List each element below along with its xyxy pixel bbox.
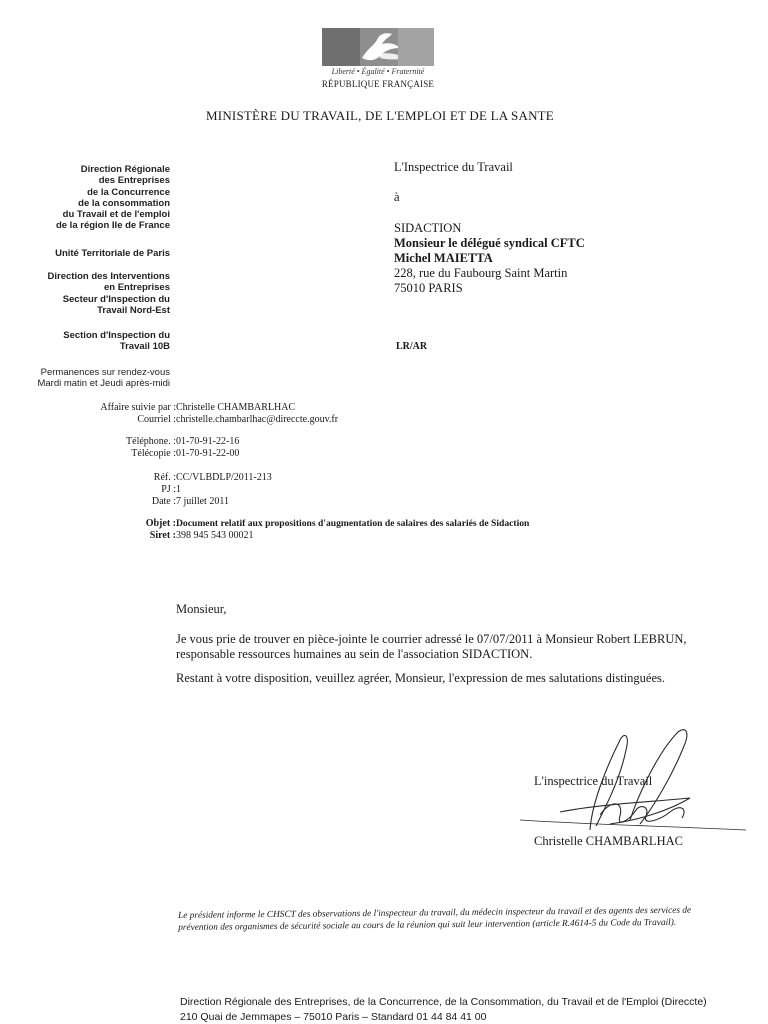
addressee-street: 228, rue du Faubourg Saint Martin: [394, 266, 568, 280]
sidebar-line: Secteur d'Inspection du: [62, 293, 170, 305]
sender-a: à: [394, 190, 400, 204]
sidebar-line: Unité Territoriale de Paris: [55, 248, 170, 259]
addressee-org: SIDACTION: [394, 221, 462, 235]
ref-label-affaire: Affaire suivie par :: [100, 402, 176, 413]
ref-label-date: Date :: [151, 496, 176, 507]
sidebar-line: Permanences sur rendez-vous: [40, 367, 170, 378]
ref-value-telephone: 01-70-91-22-16: [176, 436, 240, 447]
ref-label-objet: Objet :: [145, 518, 176, 529]
addressee-block: [394, 221, 585, 296]
ref-label-pj: PJ :: [161, 484, 176, 495]
signature-role: L'inspectrice du Travail: [534, 774, 653, 788]
sidebar-section: [63, 330, 170, 353]
footer-address-line1: Direction Régionale des Entreprises, de la Concurrence, de la Consommation, du Travail et de l'Emploi (Direccte): [180, 996, 707, 1008]
sidebar-line: Direction Régionale: [80, 164, 170, 175]
sidebar-line: de la Concurrence: [87, 186, 170, 198]
sidebar-line: Section d'Inspection du: [63, 330, 170, 341]
marianne-logo: [322, 28, 434, 66]
addressee-name: Michel MAIETTA: [394, 251, 493, 265]
body-line: responsable ressources humaines au sein de l'association SIDACTION.: [176, 647, 533, 661]
ref-value-courriel: christelle.chambarlhac@direccte.gouv.fr: [176, 414, 339, 425]
ref-value-telecopie: 01-70-91-22-00: [176, 448, 240, 459]
ref-label-siret: Siret :: [149, 530, 176, 541]
sidebar-line: Travail Nord-Est: [97, 304, 170, 316]
ref-value-affaire: Christelle CHAMBARLHAC: [176, 402, 296, 413]
delivery-mode: LR/AR: [396, 341, 428, 352]
republique-francaise: RÉPUBLIQUE FRANÇAISE: [321, 79, 435, 89]
ref-label-ref: Réf. :: [153, 472, 176, 483]
ref-value-date: 7 juillet 2011: [176, 496, 229, 507]
ministry-title: MINISTÈRE DU TRAVAIL, DE L'EMPLOI ET DE LA SANTE: [206, 108, 554, 123]
sidebar-line: de la consommation: [78, 197, 170, 209]
addressee-line1: Monsieur le délégué syndical CFTC: [394, 236, 585, 250]
ref-value-pj: 1: [176, 484, 181, 495]
sidebar-direction: [56, 164, 170, 232]
body-line: Je vous prie de trouver en pièce-jointe le courrier adressé le 07/07/2011 à Monsieur Robert LEBRUN,: [176, 632, 687, 646]
sidebar-line: Mardi matin et Jeudi après-midi: [37, 378, 170, 390]
signature-name: Christelle CHAMBARLHAC: [534, 834, 683, 848]
sidebar-line: Direction des Interventions: [47, 271, 170, 282]
sender-title: L'Inspectrice du Travail: [394, 160, 513, 174]
ref-value-siret: 398 945 543 00021: [176, 530, 254, 541]
ref-label-telephone: Téléphone. :: [126, 436, 176, 447]
salutation: Monsieur,: [176, 602, 227, 616]
legal-note: Le président informe le CHSCT des observations de l'inspecteur du travail, du médecin inspecteur du travail et des agents des services de prévention des organismes de sécurité sociale au cours de la réunion qui suit leur intervention (article R.4614-5 du Code du Travail).: [178, 905, 692, 933]
sidebar-line: du Travail et de l'emploi: [62, 209, 170, 221]
sidebar-unite: [55, 248, 170, 259]
ref-label-courriel: Courriel :: [137, 414, 176, 425]
body-paragraph-1: [176, 632, 736, 662]
ref-value-ref: CC/VLBDLP/2011-213: [176, 472, 272, 483]
addressee-city: 75010 PARIS: [394, 281, 463, 295]
sidebar-line: des Entreprises: [98, 175, 170, 187]
sidebar-line: en Entreprises: [104, 282, 170, 294]
sidebar-interventions: [48, 271, 170, 316]
body-paragraph-2: Restant à votre disposition, veuillez agréer, Monsieur, l'expression de mes salutations distinguées.: [176, 671, 665, 685]
sidebar-permanences: [37, 367, 170, 390]
sidebar-line: Travail 10B: [119, 341, 170, 353]
republic-motto: Liberté • Égalité • Fraternité: [331, 67, 425, 76]
ref-label-telecopie: Télécopie :: [131, 448, 176, 459]
footer-address-line2: 210 Quai de Jemmapes – 75010 Paris – Standard 01 44 84 41 00: [180, 1011, 487, 1023]
marianne-icon: [322, 28, 434, 66]
sidebar-line: de la région Ile de France: [55, 220, 170, 232]
ref-value-objet: Document relatif aux propositions d'augmentation de salaires des salariés de Sidaction: [176, 518, 530, 529]
